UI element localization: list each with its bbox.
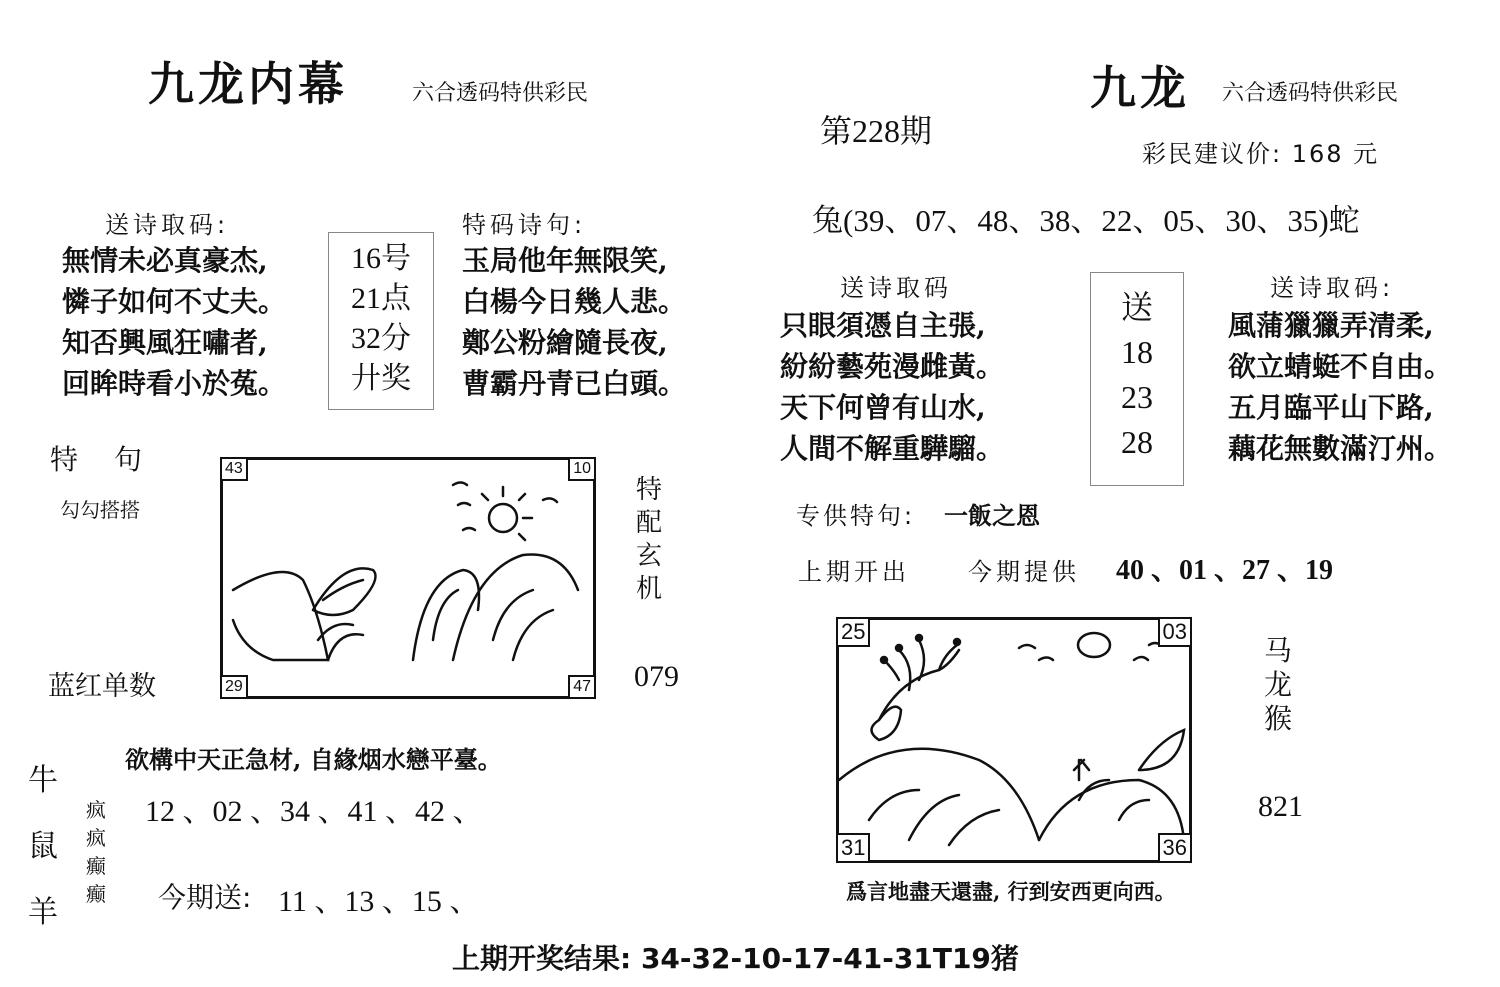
code-line: 32分 (351, 322, 411, 355)
poem-line: 無情未必真豪杰, (62, 244, 268, 277)
send-code: 送 (1120, 289, 1153, 325)
poem-line: 憐子如何不丈夫。 (62, 285, 287, 318)
side-char: 马 (1264, 634, 1293, 667)
corner-br: 47 (568, 675, 596, 699)
poem-line: 白楊今日幾人悲。 (462, 285, 687, 318)
zodiac-char: 鼠 (28, 829, 58, 864)
poem-line: 人間不解重驊騮。 (780, 432, 1005, 465)
poem-line: 知否興風狂嘯者, (62, 326, 268, 359)
right-poem2-label: 送诗取码: (1270, 274, 1395, 302)
crazy-char: 疯 (86, 826, 106, 850)
poem-line: 只眼須憑自主張, (780, 309, 986, 342)
left-poem2 (462, 240, 686, 404)
right-side-vertical (1264, 634, 1292, 736)
left-illustration (220, 457, 596, 699)
right-send-box (1090, 272, 1184, 486)
poem-line: 鄭公粉繪隨長夜, (462, 326, 668, 359)
poem-line: 回眸時看小於菟。 (62, 367, 287, 400)
code-line: 廾奖 (351, 362, 411, 395)
right-poem1-label: 送诗取码 (840, 274, 952, 302)
leaf-sun-sketch (223, 460, 593, 696)
corner-tl: 43 (220, 457, 248, 481)
price: 彩民建议价: 168 元 (1142, 140, 1380, 168)
te-ju-value: 勾勾搭搭 (60, 498, 140, 522)
send-code: 18 (1121, 334, 1153, 370)
right-title: 九龙 (1090, 61, 1190, 115)
crazy-char: 癫 (86, 882, 106, 906)
right-caption: 爲言地盡天還盡, 行到安西更向西。 (846, 879, 1176, 904)
left-side-number: 079 (634, 660, 679, 693)
zodiac-char: 羊 (28, 895, 58, 930)
right-poem2 (1228, 305, 1452, 469)
crazy-vertical (86, 796, 106, 908)
special-value: 一飯之恩 (944, 501, 1040, 530)
corner-br: 36 (1158, 833, 1192, 863)
zodiac-char: 牛 (28, 763, 58, 798)
send-code: 28 (1121, 424, 1153, 460)
crazy-char: 癫 (86, 854, 106, 878)
poem-line: 紛紛藝苑漫雌黃。 (780, 350, 1005, 383)
code-line: 16号 (351, 242, 411, 275)
last-result: 上期开奖结果: 34-32-10-17-41-31T19猪 (452, 942, 1019, 975)
left-subtitle: 六合透码特供彩民 (412, 81, 589, 106)
right-subtitle: 六合透码特供彩民 (1222, 81, 1399, 106)
left-verse: 欲構中天正急材, 自緣烟水戀平臺。 (125, 745, 502, 774)
color-label: 蓝红单数 (48, 671, 156, 702)
poem-line: 曹霸丹青已白頭。 (462, 367, 687, 400)
flower-hill-sketch (839, 620, 1189, 860)
corner-bl: 29 (220, 675, 248, 699)
today-provide-label: 今期提供 (968, 558, 1080, 586)
left-side-vertical (636, 474, 662, 606)
last-open-label: 上期开出 (798, 558, 910, 586)
left-number-row: 12 、02 、34 、41 、42 、 (145, 795, 483, 828)
zodiac-vertical (28, 748, 58, 946)
right-illustration (836, 617, 1192, 863)
te-ju-label: 特 句 (50, 443, 147, 476)
side-char: 机 (636, 574, 663, 604)
issue-number: 第228期 (820, 113, 933, 149)
left-poem2-label: 特码诗句: (462, 211, 587, 239)
right-poem1 (780, 305, 1004, 469)
code-line: 21点 (351, 282, 411, 315)
poem-line: 風蒲獵獵弄清柔, (1228, 309, 1434, 342)
send-code: 23 (1121, 379, 1153, 415)
poem-line: 天下何曾有山水, (780, 391, 986, 424)
side-char: 龙 (1264, 668, 1293, 701)
today-send-label: 今期送: (158, 881, 252, 914)
left-code-box (328, 232, 434, 410)
rabbit-line: 兔(39、07、48、38、22、05、30、35)蛇 (812, 203, 1360, 238)
side-char: 猴 (1264, 702, 1293, 735)
special-label: 专供特句: (796, 502, 916, 530)
poem-line: 五月臨平山下路, (1228, 391, 1434, 424)
right-side-number: 821 (1258, 790, 1303, 823)
side-char: 特 (636, 475, 663, 505)
left-title: 九龙内幕 (148, 57, 348, 111)
corner-bl: 31 (836, 833, 870, 863)
poem-line: 欲立蜻蜓不自由。 (1228, 350, 1453, 383)
left-poem1-label: 送诗取码: (105, 211, 230, 239)
provide-numbers: 40 、01 、27 、19 (1116, 555, 1334, 586)
side-char: 玄 (636, 541, 663, 571)
corner-tr: 10 (568, 457, 596, 481)
corner-tl: 25 (836, 617, 870, 647)
poem-line: 玉局他年無限笑, (462, 244, 668, 277)
crazy-char: 疯 (86, 798, 106, 822)
left-poem1 (62, 240, 286, 404)
side-char: 配 (636, 508, 663, 538)
today-send-numbers: 11 、13 、15 、 (278, 885, 480, 918)
poem-line: 藕花無數滿汀州。 (1228, 432, 1453, 465)
corner-tr: 03 (1158, 617, 1192, 647)
